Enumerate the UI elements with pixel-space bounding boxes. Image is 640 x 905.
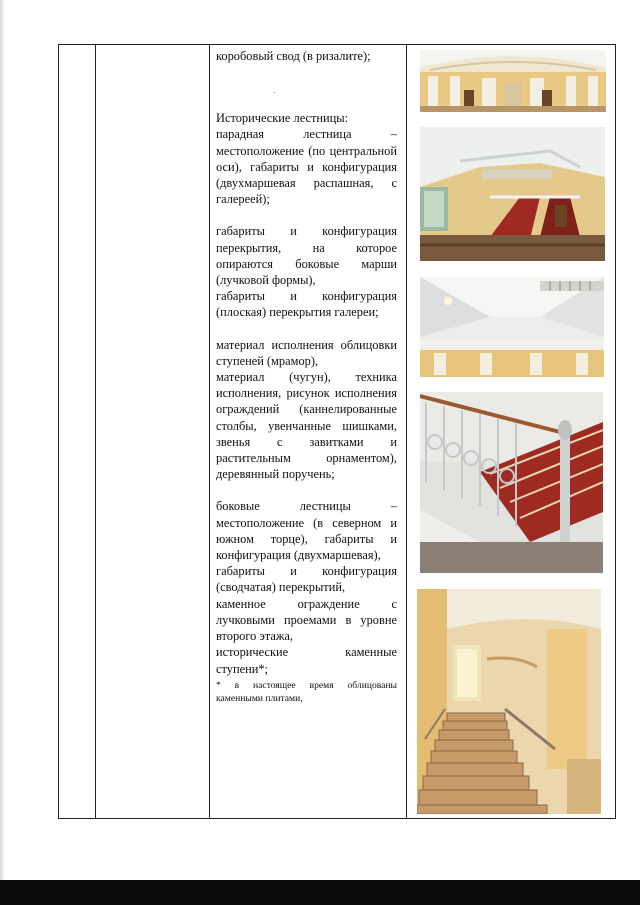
paragraph-gallery-ceiling: габариты и конфигурация (плоская) перекрытия галереи; bbox=[216, 289, 397, 320]
paragraph-main-staircase: парадная лестница – местоположение (по центральной оси), габариты и конфигурация (двухмаршевая распашная, с галереей); bbox=[216, 127, 397, 207]
table-bottom-border bbox=[58, 818, 616, 819]
paragraph-step-material: материал исполнения облицовки ступеней (мрамор), bbox=[216, 337, 397, 368]
paragraph-vault: коробовый свод (в ризалите); bbox=[216, 49, 371, 63]
paragraph-side-stairs: боковые лестницы – местоположение (в северном и южном торце), габариты и конфигурация (двухмаршевая), bbox=[216, 499, 397, 563]
gallery-ceiling-photo-icon bbox=[420, 277, 604, 377]
scan-bottom-bar bbox=[0, 880, 640, 905]
table-column-border bbox=[209, 44, 210, 819]
description-cell bbox=[216, 48, 397, 714]
paragraph-stone-parapet: каменное ограждение с лучковыми проемами в уровне второго этажа, bbox=[216, 596, 397, 644]
scan-edge bbox=[0, 0, 5, 880]
table-column-border bbox=[615, 44, 616, 819]
table-column-border bbox=[58, 44, 59, 819]
table-top-border bbox=[58, 44, 616, 45]
paragraph-stone-steps: исторические каменные ступени*; bbox=[216, 645, 397, 676]
paragraph-vaulted-ceilings: габариты и конфигурация (сводчатая) перекрытий, bbox=[216, 564, 397, 595]
cast-iron-railing-photo-icon bbox=[420, 392, 603, 573]
paragraph-historic-stairs-heading: Исторические лестницы: bbox=[216, 111, 349, 126]
paragraph-ceiling-flights: габариты и конфигурация перекрытия, на которое опираются боковые марши (лучковой формы), bbox=[216, 224, 397, 288]
grand-staircase-photo-icon bbox=[420, 127, 605, 261]
hall-vault-photo-icon bbox=[420, 50, 606, 112]
footnote: * в настоящее время облицованы каменными плитами, bbox=[216, 679, 397, 704]
paragraph-railing: материал (чугун), техника исполнения, рисунок исполнения ограждений (каннелированные столбы, увенчанные шишками, звенья с завитками и растительным орнаментом), деревянный поручень; bbox=[216, 370, 397, 482]
table-column-border bbox=[95, 44, 96, 819]
side-staircase-photo-icon bbox=[417, 589, 601, 814]
table-column-border bbox=[406, 44, 407, 819]
